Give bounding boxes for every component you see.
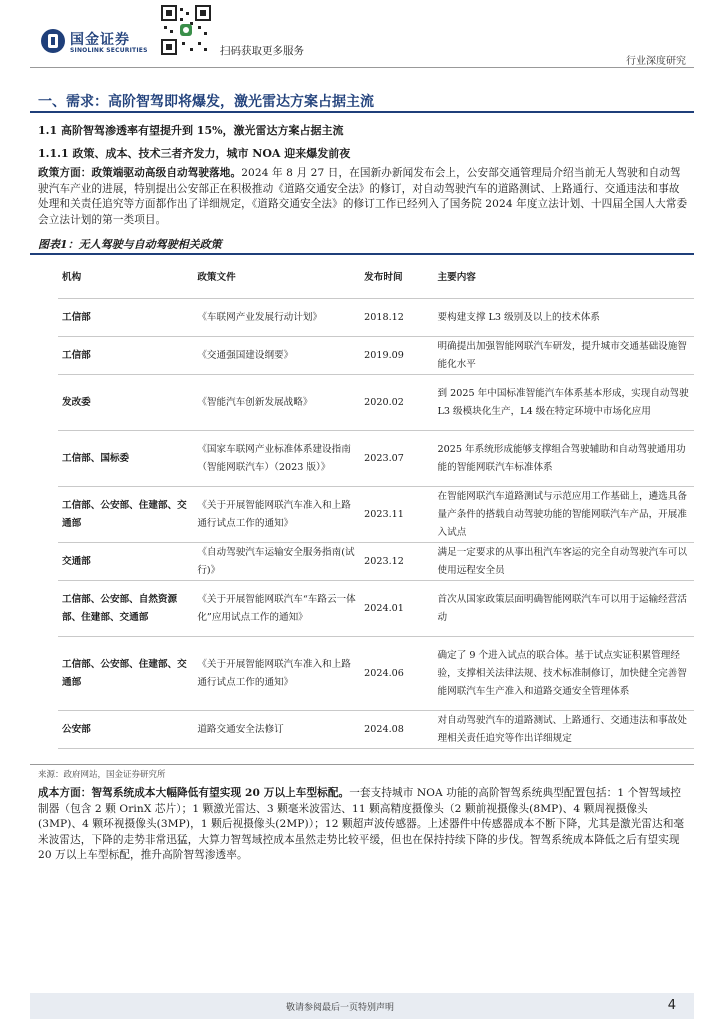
cell-content: 确定了 9 个进入试点的联合体。基于试点实证积累管理经验，支撑相关法律法规、技术标准制修订，加快健全完善智能网联汽车生产准入和道路交通安全管理体系 [434,637,694,711]
page-footer [30,993,694,1019]
table-row [58,711,694,749]
cell-doc: 《关于开展智能网联汽车准入和上路通行试点工作的通知》 [193,487,360,543]
cell-date: 2023.12 [360,543,433,581]
cost-paragraph [38,786,688,864]
cell-org: 工信部 [58,299,193,337]
section-divider [30,111,694,113]
brand-logo [40,28,148,60]
logo-mark-icon [40,28,66,54]
source-divider [30,764,694,765]
subsection-heading: 1.1 高阶智驾渗透率有望提升到 15%，激光雷达方案占据主流 [38,124,344,137]
cell-org: 交通部 [58,543,193,581]
cell-doc: 《车联网产业发展行动计划》 [193,299,360,337]
policy-table [58,258,694,749]
report-type-label: 行业深度研究 [626,56,686,67]
section-title: 一、需求：高阶智驾即将爆发，激光雷达方案占据主流 [38,94,374,110]
figure-source: 来源：政府网站，国金证券研究所 [38,770,166,780]
table-header-row [58,258,694,299]
cell-org: 工信部、公安部、住建部、交通部 [58,487,193,543]
logo-text-cn: 国金证券 [70,32,130,48]
sub-subsection-heading: 1.1.1 政策、成本、技术三者齐发力，城市 NOA 迎来爆发前夜 [38,147,351,160]
cell-org: 工信部 [58,337,193,375]
logo-text-en: SINOLINK SECURITIES [70,47,148,54]
cell-content: 要构建支撑 L3 级别及以上的技术体系 [434,299,694,337]
page-number: 4 [667,998,676,1013]
cell-date: 2024.08 [360,711,433,749]
cost-lead: 成本方面：智驾系统成本大幅降低有望实现 20 万以上车型标配。 [38,787,350,799]
cell-content: 在智能网联汽车道路测试与示范应用工作基础上，遴选具备量产条件的搭载自动驾驶功能的智能网联汽车产品，开展准入试点 [434,487,694,543]
table-row [58,431,694,487]
cell-date: 2023.11 [360,487,433,543]
cell-content: 2025 年系统形成能够支撑组合驾驶辅助和自动驾驶通用功能的智能网联汽车标准体系 [434,431,694,487]
cell-date: 2018.12 [360,299,433,337]
cell-doc: 道路交通安全法修订 [193,711,360,749]
policy-body: 2024 年 8 月 27 日，在国新办新闻发布会上，公安部交通管理局介绍当前无人驾驶和自动驾驶汽车产业的进展，特别提出公安部正在积极推动《道路交通安全法》的修订，对自动驾驶汽车的道路测试、上路通行、交通违法和事故处理和关责任追究等方面都作出了详细规定，《道路交通安全法》的修订工作已经列入了国务院 2024 年度立法计划、十四届全国人大常委会立法计划的第一类项目。 [38,167,688,226]
cell-org: 工信部、国标委 [58,431,193,487]
cell-doc: 《智能汽车创新发展战略》 [193,375,360,431]
cell-date: 2020.02 [360,375,433,431]
cell-date: 2024.06 [360,637,433,711]
cell-date: 2023.07 [360,431,433,487]
qr-caption: 扫码获取更多服务 [220,45,304,57]
column-header-org: 机构 [62,272,82,283]
cost-body: 一套支持城市 NOA 功能的高阶智驾系统典型配置包括：1 个智驾域控制器（包含 2 颗 OrinX 芯片）；1 颗激光雷达、3 颗毫米波雷达、11 颗高精度摄像头（2 颗前视摄像头(8MP)、4 颗周视摄像头(3MP)、4 颗环视摄像头(3MP)，1 颗后视摄像头(2MP)）；12 颗超声波传感器。上述器件中传感器成本不断下降，尤其是激光雷达和毫米波雷达，下降的走势非常迅猛，大算力智驾域控成本虽然走势比较平缓，但也在保持持续下降的步伐。智驾系统成本降低之后有望实现 20 万以上车型标配，推升高阶智驾渗透率。 [38,787,685,862]
cell-doc: 《国家车联网产业标准体系建设指南（智能网联汽车）（2023 版）》 [193,431,360,487]
cell-date: 2019.09 [360,337,433,375]
cell-content: 首次从国家政策层面明确智能网联汽车可以用于运输经营活动 [434,581,694,637]
table-row [58,543,694,581]
table-row [58,337,694,375]
cell-doc: 《关于开展智能网联汽车准入和上路通行试点工作的通知》 [193,637,360,711]
cell-org: 发改委 [58,375,193,431]
cell-org: 公安部 [58,711,193,749]
cell-content: 到 2025 年中国标准智能汽车体系基本形成，实现自动驾驶 L3 级模块化生产，L4 级在特定环境中市场化应用 [434,375,694,431]
table-row [58,487,694,543]
cell-org: 工信部、公安部、住建部、交通部 [58,637,193,711]
cell-content: 对自动驾驶汽车的道路测试、上路通行、交通违法和事故处理相关责任追究等作出详细规定 [434,711,694,749]
cell-doc: 《关于开展智能网联汽车“车路云一体化”应用试点工作的通知》 [193,581,360,637]
cell-doc: 《自动驾驶汽车运输安全服务指南(试行)》 [193,543,360,581]
table-row [58,581,694,637]
table-row [58,299,694,337]
header-divider [30,67,694,68]
cell-content: 满足一定要求的从事出租汽车客运的完全自动驾驶汽车可以使用远程安全员 [434,543,694,581]
policy-lead: 政策方面：政策端驱动高级自动驾驶落地。 [38,167,242,179]
footer-disclaimer: 敬请参阅最后一页特别声明 [285,1003,394,1013]
figure-divider [30,253,694,255]
cell-date: 2024.01 [360,581,433,637]
table-row [58,375,694,431]
column-header-date: 发布时间 [364,272,403,283]
figure-title: 图表1：无人驾驶与自动驾驶相关政策 [38,238,222,251]
page-header [0,0,724,70]
table-row [58,637,694,711]
qr-code-icon[interactable] [160,4,212,56]
policy-paragraph [38,166,688,228]
column-header-doc: 政策文件 [197,272,236,283]
cell-doc: 《交通强国建设纲要》 [193,337,360,375]
cell-content: 明确提出加强智能网联汽车研发，提升城市交通基础设施智能化水平 [434,337,694,375]
cell-org: 工信部、公安部、自然资源部、住建部、交通部 [58,581,193,637]
column-header-content: 主要内容 [437,272,476,283]
